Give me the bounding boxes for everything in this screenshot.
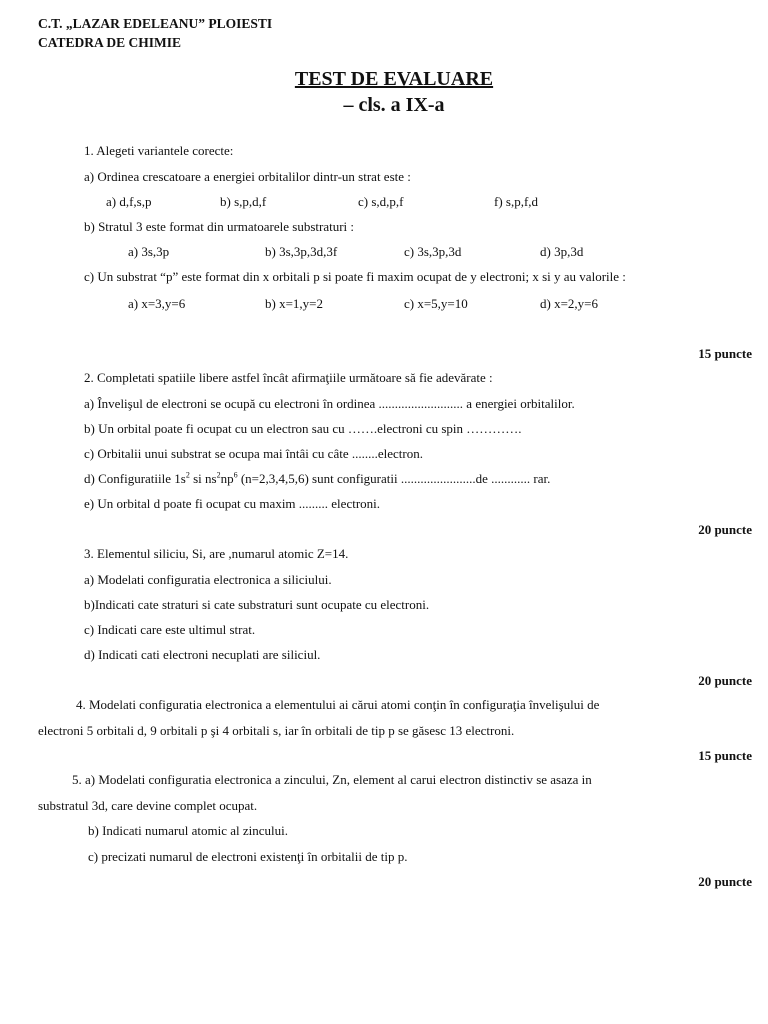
q2-a: a) Învelişul de electroni se ocupă cu electroni în ordinea .......................... a energiei orbitalilor. — [84, 396, 575, 411]
q1-b-option-2: b) 3s,3p,3d,3f — [265, 244, 338, 259]
q1-a-option-1: a) d,f,s,p — [106, 194, 152, 209]
q1-a-option-4: f) s,p,f,d — [494, 194, 539, 209]
q1-a-option-3: c) s,d,p,f — [358, 194, 404, 209]
test-subtitle: – cls. a IX-a — [343, 94, 445, 116]
q5-b: b) Indicati numarul atomic al zincului. — [88, 823, 288, 838]
department-name: CATEDRA DE CHIMIE — [38, 35, 182, 50]
q1-a-text: a) Ordinea crescatoare a energiei orbitalilor dintr-un strat este : — [84, 169, 411, 184]
q1-b-text: b) Stratul 3 este format din urmatoarele substraturi : — [84, 219, 355, 234]
q1-b-option-3: c) 3s,3p,3d — [404, 244, 462, 259]
q3-d: d) Indicati cati electroni necuplati are siliciul. — [84, 647, 321, 662]
q5-line-1: 5. a) Modelati configuratia electronica a zincului, Zn, element al carui electron distinctiv se asaza in — [72, 772, 592, 787]
q1-points: 15 puncte — [698, 346, 752, 361]
q2-intro: 2. Completati spatiile libere astfel încât afirmaţiile următoare să fie adevărate : — [84, 370, 493, 385]
q3-b: b)Indicati cate straturi si cate substraturi sunt ocupate cu electroni. — [84, 597, 430, 612]
q5-line-2: substratul 3d, care devine complet ocupat. — [38, 798, 258, 813]
school-name: C.T. „LAZAR EDELEANU” PLOIESTI — [38, 16, 273, 31]
q3-a: a) Modelati configuratia electronica a siliciului. — [84, 572, 332, 587]
q1-a-option-2: b) s,p,d,f — [220, 194, 267, 209]
q5-c: c) precizati numarul de electroni existenţi în orbitalii de tip p. — [88, 849, 408, 864]
q5-points: 20 puncte — [698, 874, 752, 889]
q1-c-option-4: d) x=2,y=6 — [540, 296, 598, 311]
q4-line-1: 4. Modelati configuratia electronica a elementului ai cărui atomi conţin în configuraţia învelişului de — [76, 697, 600, 712]
q1-b-option-1: a) 3s,3p — [128, 244, 170, 259]
q3-c: c) Indicati care este ultimul strat. — [84, 622, 256, 637]
q2-b: b) Un orbital poate fi ocupat cu un electron sau cu …….electroni cu spin …………. — [84, 421, 522, 436]
q1-c-option-2: b) x=1,y=2 — [265, 296, 323, 311]
q4-points: 15 puncte — [698, 748, 752, 763]
q1-c-text: c) Un substrat “p” este format din x orbitali p si poate fi maxim ocupat de y electroni; x si y au valorile : — [84, 269, 626, 284]
q1-c-option-1: a) x=3,y=6 — [128, 296, 186, 311]
q2-e: e) Un orbital d poate fi ocupat cu maxim ......... electroni. — [84, 496, 381, 511]
q2-d: d) Configuratiile $1s^2$ si $ns^2np^6$ (n=2,3,4,5,6) sunt configuratii .......................de ............ rar. — [84, 470, 551, 486]
q1-c-option-3: c) x=5,y=10 — [404, 296, 468, 311]
test-title: TEST DE EVALUARE — [294, 68, 494, 90]
q2-c: c) Orbitalii unui substrat se ocupa mai întâi cu câte ........electron. — [84, 446, 423, 461]
q2-points: 20 puncte — [698, 522, 752, 537]
q3-intro: 3. Elementul siliciu, Si, are ,numarul atomic Z=14. — [84, 546, 349, 561]
q1-intro: 1. Alegeti variantele corecte: — [84, 143, 234, 158]
q1-b-option-4: d) 3p,3d — [540, 244, 584, 259]
q4-line-2: electroni 5 orbitali d, 9 orbitali p şi 4 orbitali s, iar în orbitali de tip p se găsesc 13 electroni. — [38, 723, 515, 738]
q3-points: 20 puncte — [698, 673, 752, 688]
